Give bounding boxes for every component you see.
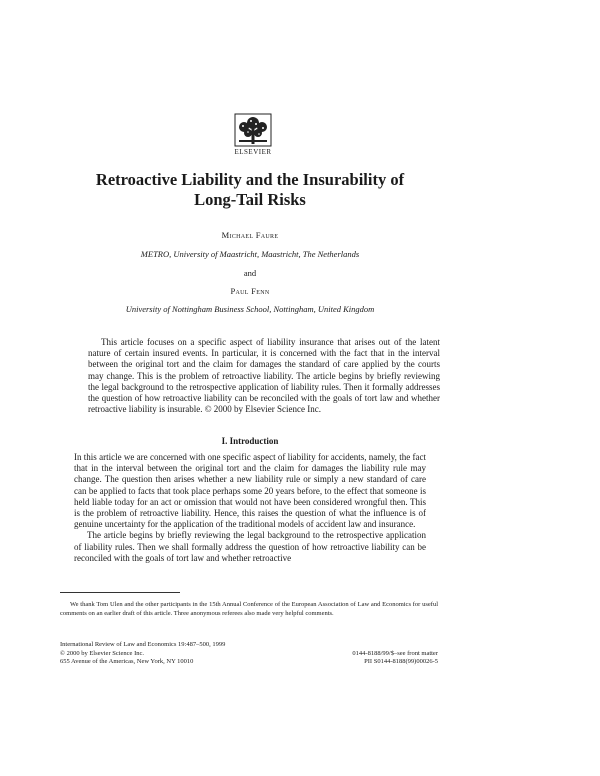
paragraph-1: In this article we are concerned with one specific aspect of liability for accidents, namely, the fact that in the interval between the original tort and the claim for damages the liability rule may change. The question then arises whether a new liability rule or simply a new standard of care can be applied to facts that took place perhaps some 20 years before, to the effect that someone is held liable today for an act or omission that would not have been considered wrongful then. This is the problem of retroactive liability. Hence, this raises the question of what the influence is of genuine uncertainty for the application of the traditional models of accident law and insurance. [74,452,426,530]
author-separator: and [243,268,257,278]
paragraph-2: The article begins by briefly reviewing the legal background to the retrospective application of liability rules. Then we shall formally address the question of how retroactive liability can be reconciled with the goals of tort law and whether retroactive [74,530,426,563]
journal-info [60,641,438,667]
footnote [60,600,438,618]
journal-copyright: © 2000 by Elsevier Science Inc. [60,649,144,657]
footnote-rule [60,592,180,593]
author-1: Michael Faure [221,230,279,240]
journal-issn: 0144-8188/99/$–see front matter [352,649,438,657]
section-body [74,452,426,564]
title-line-2: Long-Tail Risks [194,190,306,209]
journal-citation: International Review of Law and Economics 19:487–500, 1999 [60,641,226,648]
article-title [60,170,440,210]
section-heading: I. Introduction [221,436,279,446]
affiliation-2: University of Nottingham Business School, Nottingham, United Kingdom [125,304,375,314]
affiliation-1: METRO, University of Maastricht, Maastricht, The Netherlands [140,249,360,259]
publisher-name: ELSEVIER [234,148,272,156]
footnote-text: We thank Tom Ulen and the other participants in the 15th Annual Conference of the European Association of Law and Economics for useful comments on an earlier draft of this article. Three anonymous referees also made very helpful comments. [60,601,438,617]
abstract-text: This article focuses on a specific aspect of liability insurance that arises out of the latent nature of certain insured events. In particular, it is concerned with the fact that in the interval between the original tort and the claim for damages the standard of care applied by the courts may change. This is the problem of retroactive liability. The article begins by briefly reviewing the legal background to the retrospective application of liability rules. Then it formally addresses the question of how retroactive liability can be reconciled with the goals of tort law and whether retroactive liability is insurable. © 2000 by Elsevier Science Inc. [88,337,440,415]
title-line-1: Retroactive Liability and the Insurability of [95,170,405,189]
author-2: Paul Fenn [230,286,270,296]
journal-pii: PII S0144-8188(99)00026-5 [364,658,438,665]
abstract [88,337,440,415]
journal-address: 655 Avenue of the Americas, New York, NY 10010 [60,658,194,665]
